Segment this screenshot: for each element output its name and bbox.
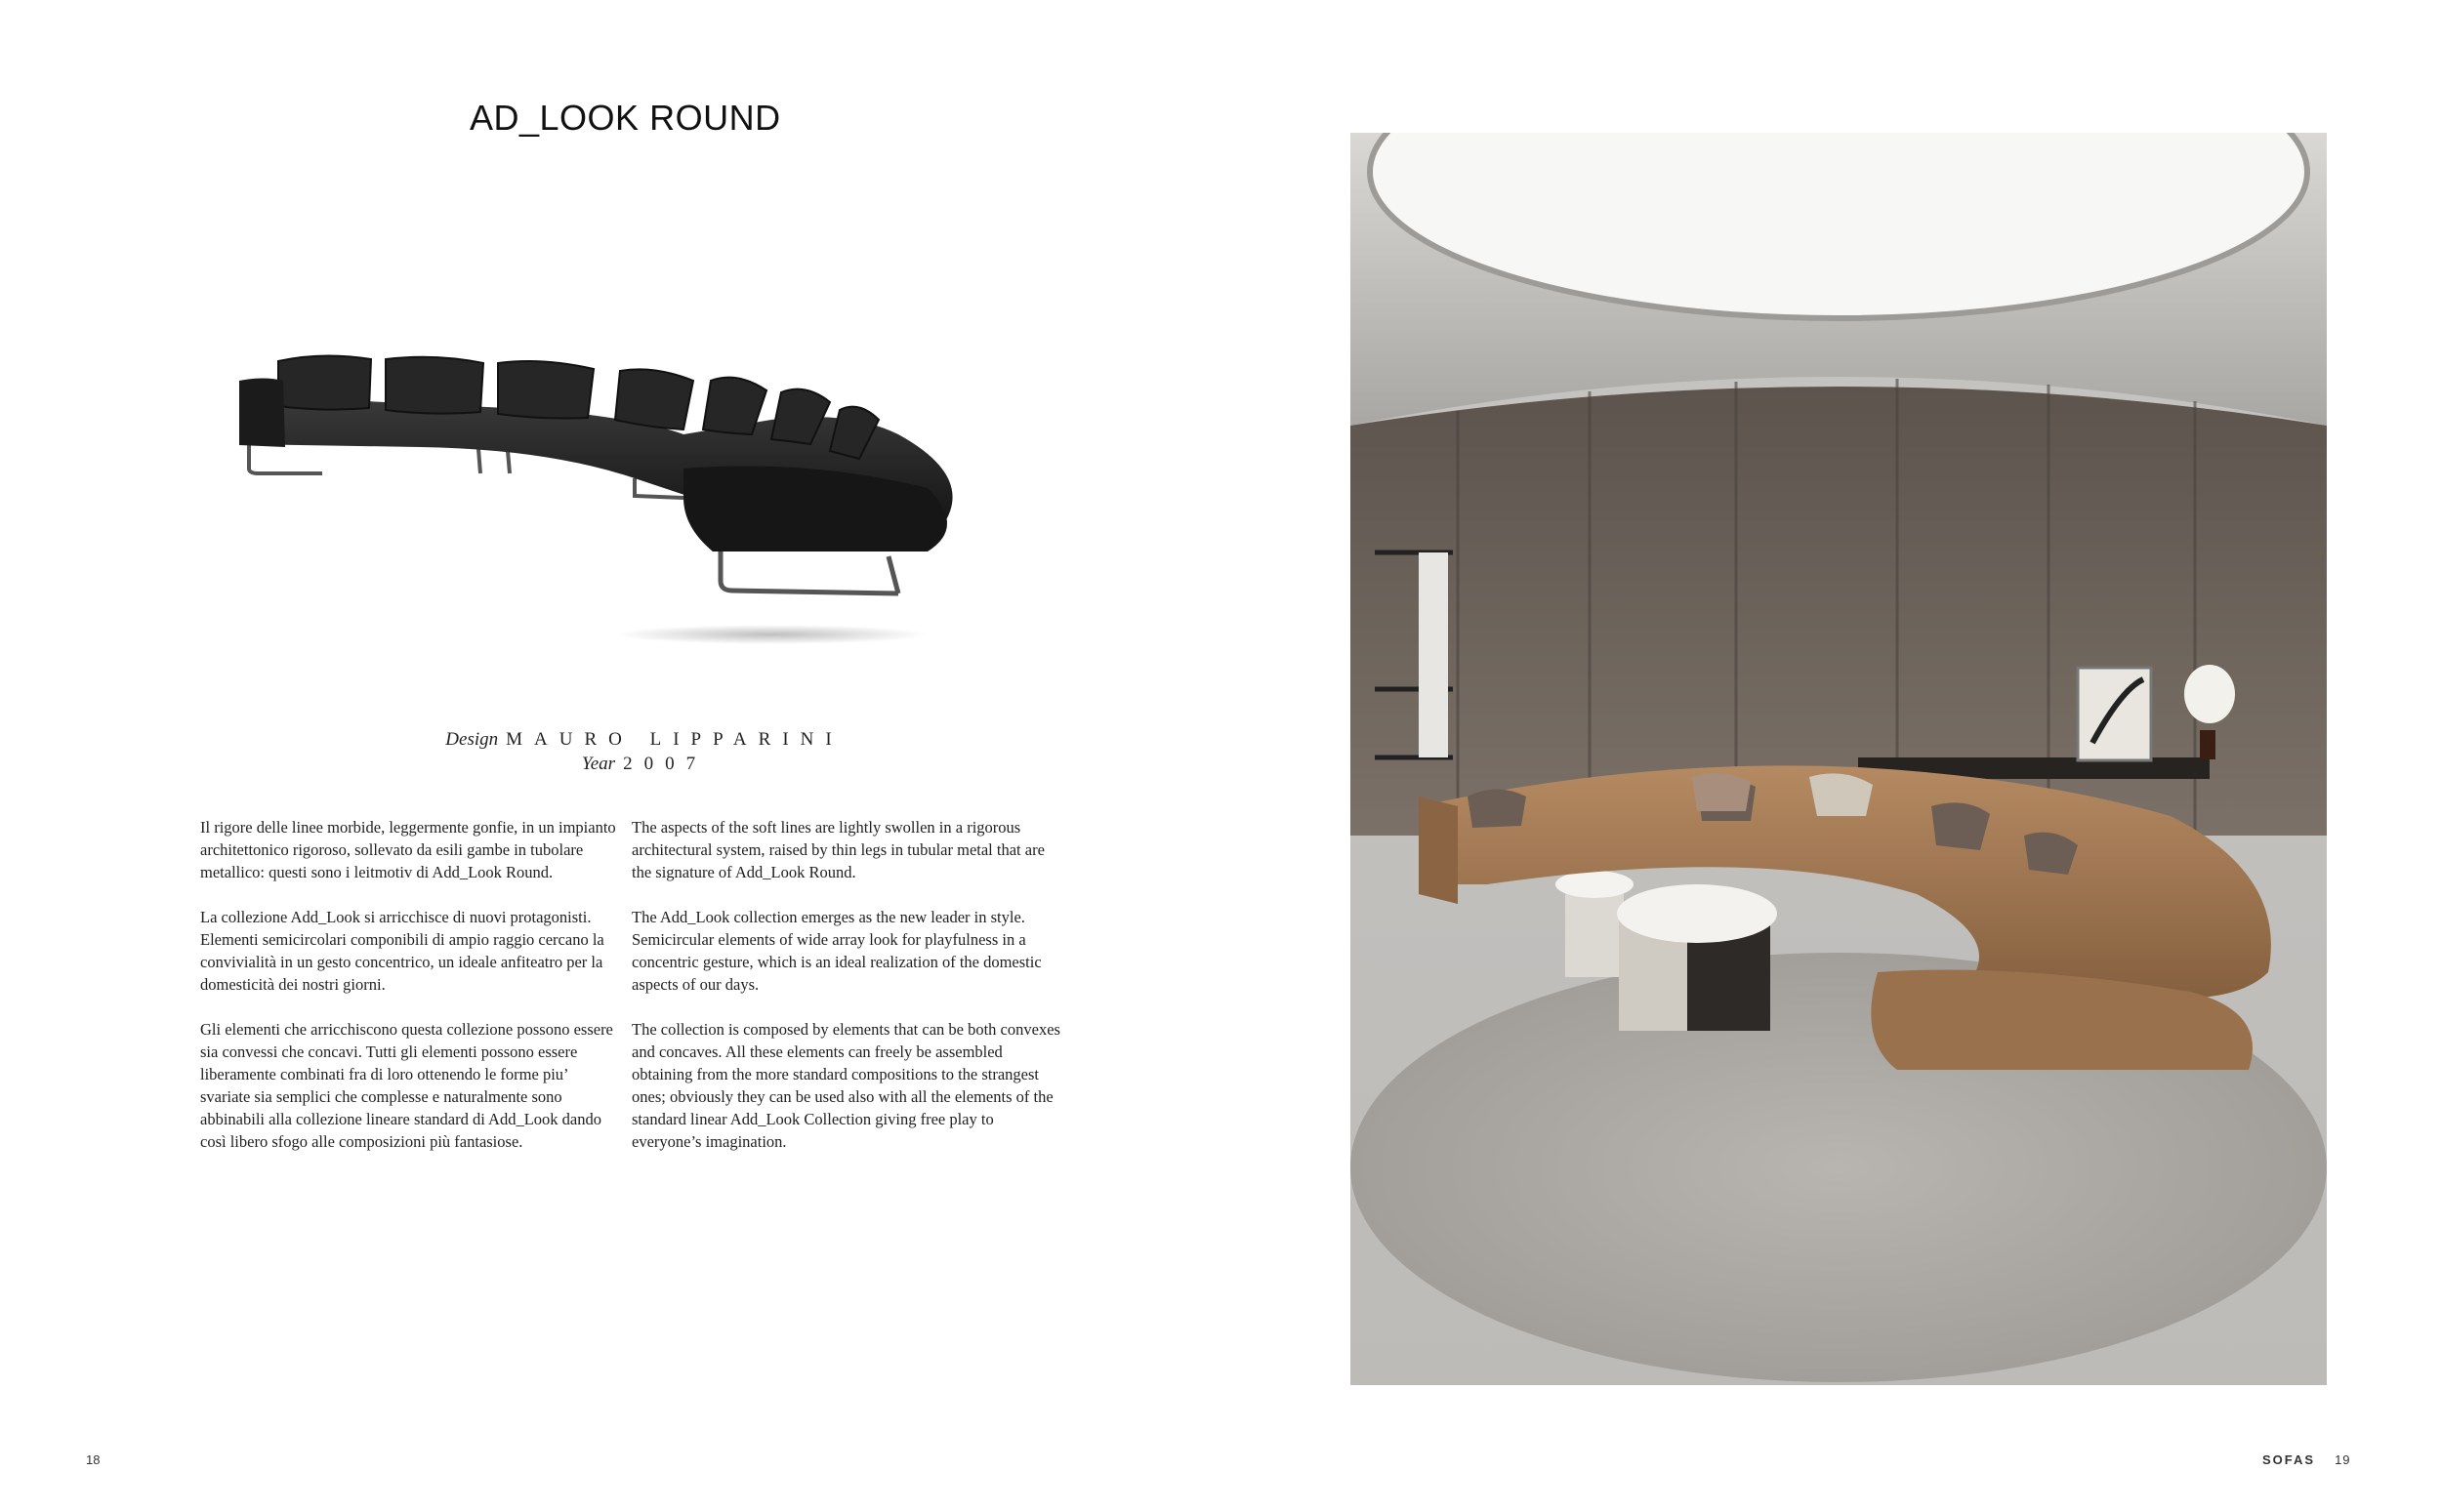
section-label: SOFAS <box>2262 1452 2316 1467</box>
english-text-column <box>632 816 1061 1175</box>
italian-paragraph: Gli elementi che arricchiscono questa collezione possono essere sia convessi che concavi. Tutti gli elementi possono essere liberamente combinati fra di loro ottenendo le forme piu’ svariate sia semplici che complesse e naturalmente sono abbinabili alla collezione lineare standard di Add_Look dando così libero sfogo alle composizioni più fantasiose. <box>200 1020 613 1151</box>
product-photo-black-sofa <box>225 342 1025 644</box>
year-value: 2007 <box>623 754 708 774</box>
room-photo-tan-sofa <box>1350 133 2327 1385</box>
english-paragraph: The aspects of the soft lines are lightly swollen in a rigorous architectural system, raised by thin legs in tubular metal that are the signature of Add_Look Round. <box>632 818 1045 881</box>
designer-line <box>371 727 918 752</box>
product-title: AD_LOOK ROUND <box>470 98 781 138</box>
year-line <box>371 752 918 776</box>
italian-paragraph: La collezione Add_Look si arricchisce di nuovi protagonisti. Elementi semicircolari componibili di ampio raggio cercano la convivialità in un gesto concentrico, un ideale anfiteatro per la domesticità dei nostri giorni. <box>200 908 604 994</box>
design-label: Design <box>445 729 499 750</box>
english-paragraph: The collection is composed by elements that can be both convexes and concaves. All these elements can freely be assembled obtaining from the more standard compositions to the strangest ones; obviously they can be used also with all the elements of the standard linear Add_Look Collection giving free play to everyone’s imagination. <box>632 1020 1060 1151</box>
year-label: Year <box>581 754 616 774</box>
page-number-right: 19 <box>2335 1452 2351 1467</box>
footer-right <box>2262 1452 2351 1467</box>
designer-name: MAURO LIPPARINI <box>506 729 844 750</box>
italian-paragraph: Il rigore delle linee morbide, leggermente gonfie, in un impianto architettonico rigoroso, sollevato da esili gambe in tubolare metallico: questi sono i leitmotiv di Add_Look Round. <box>200 818 616 881</box>
english-paragraph: The Add_Look collection emerges as the new leader in style. Semicircular elements of wide array look for playfulness in a concentric gesture, which is an ideal realization of the domestic aspects of our days. <box>632 908 1042 994</box>
page-number-left: 18 <box>86 1452 101 1467</box>
italian-text-column <box>200 816 620 1175</box>
design-credits <box>371 727 918 776</box>
